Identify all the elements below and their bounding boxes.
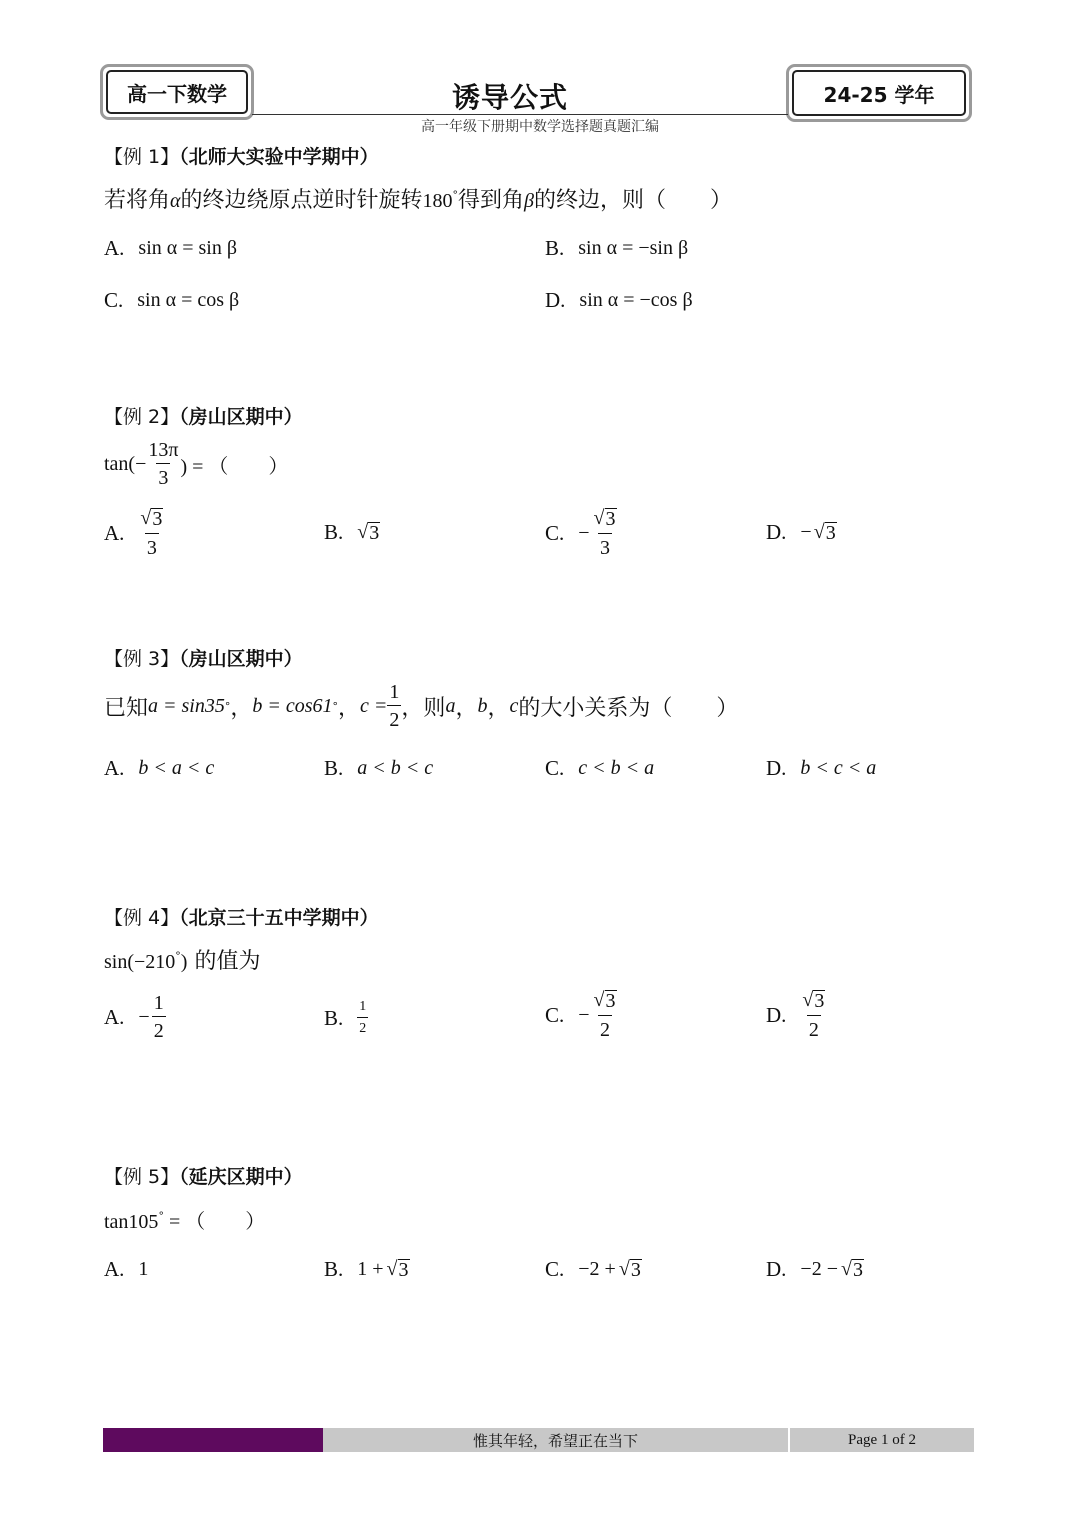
- separator: ，: [455, 695, 478, 721]
- math-number: 180: [422, 190, 453, 212]
- option-a: [104, 993, 166, 1041]
- sign: −: [138, 1005, 150, 1028]
- option-c: [545, 990, 619, 1040]
- option-a: [104, 508, 165, 558]
- option-letter: A.: [104, 1004, 125, 1029]
- fraction: [387, 682, 401, 730]
- denominator: 3: [145, 533, 159, 558]
- math-expr: c =: [360, 694, 388, 717]
- option-d: [766, 990, 827, 1040]
- footer-motto: 惟其年轻，希望正在当下: [472, 1432, 638, 1450]
- option-c: [545, 1257, 642, 1282]
- math-text: tan(−: [104, 452, 147, 475]
- option-b: [324, 756, 433, 781]
- option-letter: D.: [545, 288, 566, 312]
- page-title: 诱导公式: [451, 81, 568, 114]
- radicand: 3: [852, 1258, 863, 1281]
- sqrt: √ 3: [593, 507, 616, 530]
- option-c: [545, 756, 654, 781]
- option-a: [104, 236, 237, 261]
- math-expr: a = sin35: [148, 694, 225, 717]
- denominator: 2: [807, 1015, 821, 1040]
- option-b: [324, 1257, 410, 1282]
- example-label: 【例 5】: [104, 1166, 180, 1188]
- sqrt: √ 3: [357, 520, 380, 544]
- example-source: （北师大实验中学期中）: [179, 146, 379, 168]
- example-4-heading: [104, 903, 379, 930]
- example-4-question: [104, 944, 260, 975]
- degree-sign: °: [452, 188, 459, 202]
- numerator: 1: [359, 999, 367, 1014]
- option-text: sin α = −sin β: [578, 237, 689, 259]
- example-label: 【例 1】: [104, 146, 180, 168]
- option-letter: A.: [104, 756, 125, 780]
- example-2-heading: [104, 402, 303, 429]
- option-d: [766, 1257, 864, 1282]
- sqrt: √ 3: [593, 989, 616, 1012]
- denominator: 3: [598, 533, 612, 558]
- option-letter: A.: [104, 236, 125, 260]
- math-var: b: [477, 694, 488, 717]
- sqrt: √ 3: [618, 1257, 641, 1281]
- example-label: 【例 2】: [104, 406, 180, 428]
- fraction: [152, 993, 166, 1041]
- example-3-question: [104, 682, 738, 730]
- option-text: c < b < a: [578, 757, 655, 779]
- separator: ，: [230, 695, 253, 721]
- option-letter: C.: [545, 520, 565, 545]
- option-b: [324, 1000, 368, 1036]
- example-5-question: [104, 1205, 265, 1234]
- sign: −: [800, 521, 812, 543]
- fraction: [592, 990, 619, 1040]
- math-text: ): [180, 951, 188, 973]
- numerator: 13π: [148, 439, 179, 461]
- fraction: [357, 1000, 368, 1036]
- option-a: [104, 1257, 148, 1282]
- example-5-heading: [104, 1162, 303, 1189]
- option-b: [324, 520, 380, 545]
- fraction: [146, 440, 180, 488]
- sqrt: √ 3: [813, 520, 836, 544]
- question-text: 若将角: [104, 188, 171, 213]
- question-text: 已知: [104, 695, 149, 721]
- option-letter: B.: [545, 236, 565, 260]
- option-letter: D.: [766, 1257, 787, 1281]
- fraction: [138, 508, 165, 558]
- example-label: 【例 3】: [104, 648, 180, 670]
- degree-sign: °: [332, 699, 339, 713]
- math-text: = （ ）: [163, 1211, 266, 1233]
- radicand: 3: [369, 521, 380, 544]
- denominator: 3: [156, 463, 170, 488]
- question-text: 的大小关系为（ ）: [518, 695, 739, 721]
- denominator: 2: [598, 1015, 612, 1040]
- question-text: 的值为: [194, 949, 261, 974]
- math-expr: tan105: [104, 1211, 159, 1233]
- degree-sign: °: [175, 949, 181, 963]
- question-text: 得到角: [458, 188, 525, 213]
- option-letter: B.: [324, 1005, 344, 1030]
- option-letter: C.: [545, 756, 565, 780]
- math-var: α: [170, 190, 181, 212]
- fraction: [592, 508, 619, 558]
- numerator: 1: [389, 681, 400, 703]
- math-text: −2 −: [800, 1258, 838, 1280]
- page-subtitle: 高一年级下册期中数学选择题真题汇编: [421, 119, 659, 135]
- sqrt: √ 3: [802, 989, 825, 1012]
- option-letter: D.: [766, 756, 787, 780]
- math-expr: sin(−210: [104, 951, 176, 973]
- example-source: （房山区期中）: [179, 406, 303, 428]
- numerator: 1: [153, 992, 164, 1014]
- footer-accent-bar: [103, 1428, 323, 1452]
- option-a: [104, 756, 214, 781]
- separator: ，: [487, 695, 510, 721]
- option-text: b < c < a: [800, 757, 877, 779]
- example-3-heading: [104, 644, 303, 671]
- option-letter: C.: [545, 1257, 565, 1281]
- sqrt: √ 3: [140, 507, 163, 530]
- option-letter: D.: [766, 520, 787, 544]
- example-label: 【例 4】: [104, 907, 180, 929]
- example-source: （北京三十五中学期中）: [179, 907, 379, 929]
- option-letter: B.: [324, 1257, 344, 1281]
- year-label: 24-25 学年: [792, 70, 966, 116]
- radicand: 3: [605, 508, 616, 530]
- sign: −: [578, 1003, 590, 1026]
- example-1-question: [104, 183, 732, 214]
- question-text: 的终边，则（ ）: [534, 188, 733, 213]
- example-source: （房山区期中）: [179, 648, 303, 670]
- header-rule: [252, 114, 788, 115]
- option-text: b < a < c: [138, 757, 215, 779]
- subject-label: 高一下数学: [106, 70, 248, 114]
- option-c: [104, 288, 239, 313]
- math-var: c: [509, 694, 519, 717]
- option-text: a < b < c: [357, 757, 434, 779]
- question-text: 的终边绕原点逆时针旋转: [180, 188, 423, 213]
- option-text: sin α = −cos β: [579, 289, 693, 311]
- option-d: [766, 520, 837, 545]
- option-c: [545, 508, 619, 558]
- option-text: sin α = sin β: [138, 237, 238, 259]
- sqrt: √ 3: [386, 1257, 409, 1281]
- radicand: 3: [605, 990, 616, 1012]
- sqrt: √ 3: [840, 1257, 863, 1281]
- denominator: 2: [387, 705, 401, 730]
- option-text: sin α = cos β: [137, 289, 240, 311]
- separator: ，: [338, 695, 361, 721]
- subject-label-box: [100, 64, 254, 120]
- example-source: （延庆区期中）: [179, 1166, 303, 1188]
- option-letter: A.: [104, 1257, 125, 1281]
- math-text: ) = （ ）: [180, 455, 289, 478]
- option-d: [545, 288, 693, 313]
- radicand: 3: [630, 1258, 641, 1281]
- math-var: β: [524, 190, 535, 212]
- option-letter: C.: [104, 288, 124, 312]
- question-text: ，则: [401, 695, 446, 721]
- option-letter: B.: [324, 520, 344, 544]
- option-b: [545, 236, 688, 261]
- radicand: 3: [814, 990, 825, 1012]
- example-1-heading: [104, 142, 379, 169]
- degree-sign: °: [158, 1209, 164, 1223]
- example-2-question: [104, 440, 288, 488]
- fraction: [800, 990, 827, 1040]
- math-text: 1 +: [357, 1258, 384, 1280]
- option-letter: D.: [766, 1002, 787, 1027]
- radicand: 3: [398, 1258, 409, 1281]
- year-label-box: [786, 64, 972, 122]
- denominator: 2: [357, 1017, 368, 1036]
- math-expr: b = cos61: [252, 694, 333, 717]
- sign: −: [578, 521, 590, 544]
- option-letter: B.: [324, 756, 344, 780]
- option-text: 1: [138, 1258, 149, 1280]
- page-number: Page 1 of 2: [848, 1432, 916, 1448]
- option-letter: C.: [545, 1002, 565, 1027]
- math-var: a: [445, 694, 456, 717]
- option-d: [766, 756, 876, 781]
- radicand: 3: [825, 521, 836, 544]
- degree-sign: °: [224, 699, 231, 713]
- denominator: 2: [152, 1016, 166, 1041]
- math-text: −2 +: [578, 1258, 616, 1280]
- option-letter: A.: [104, 520, 125, 545]
- radicand: 3: [152, 508, 163, 530]
